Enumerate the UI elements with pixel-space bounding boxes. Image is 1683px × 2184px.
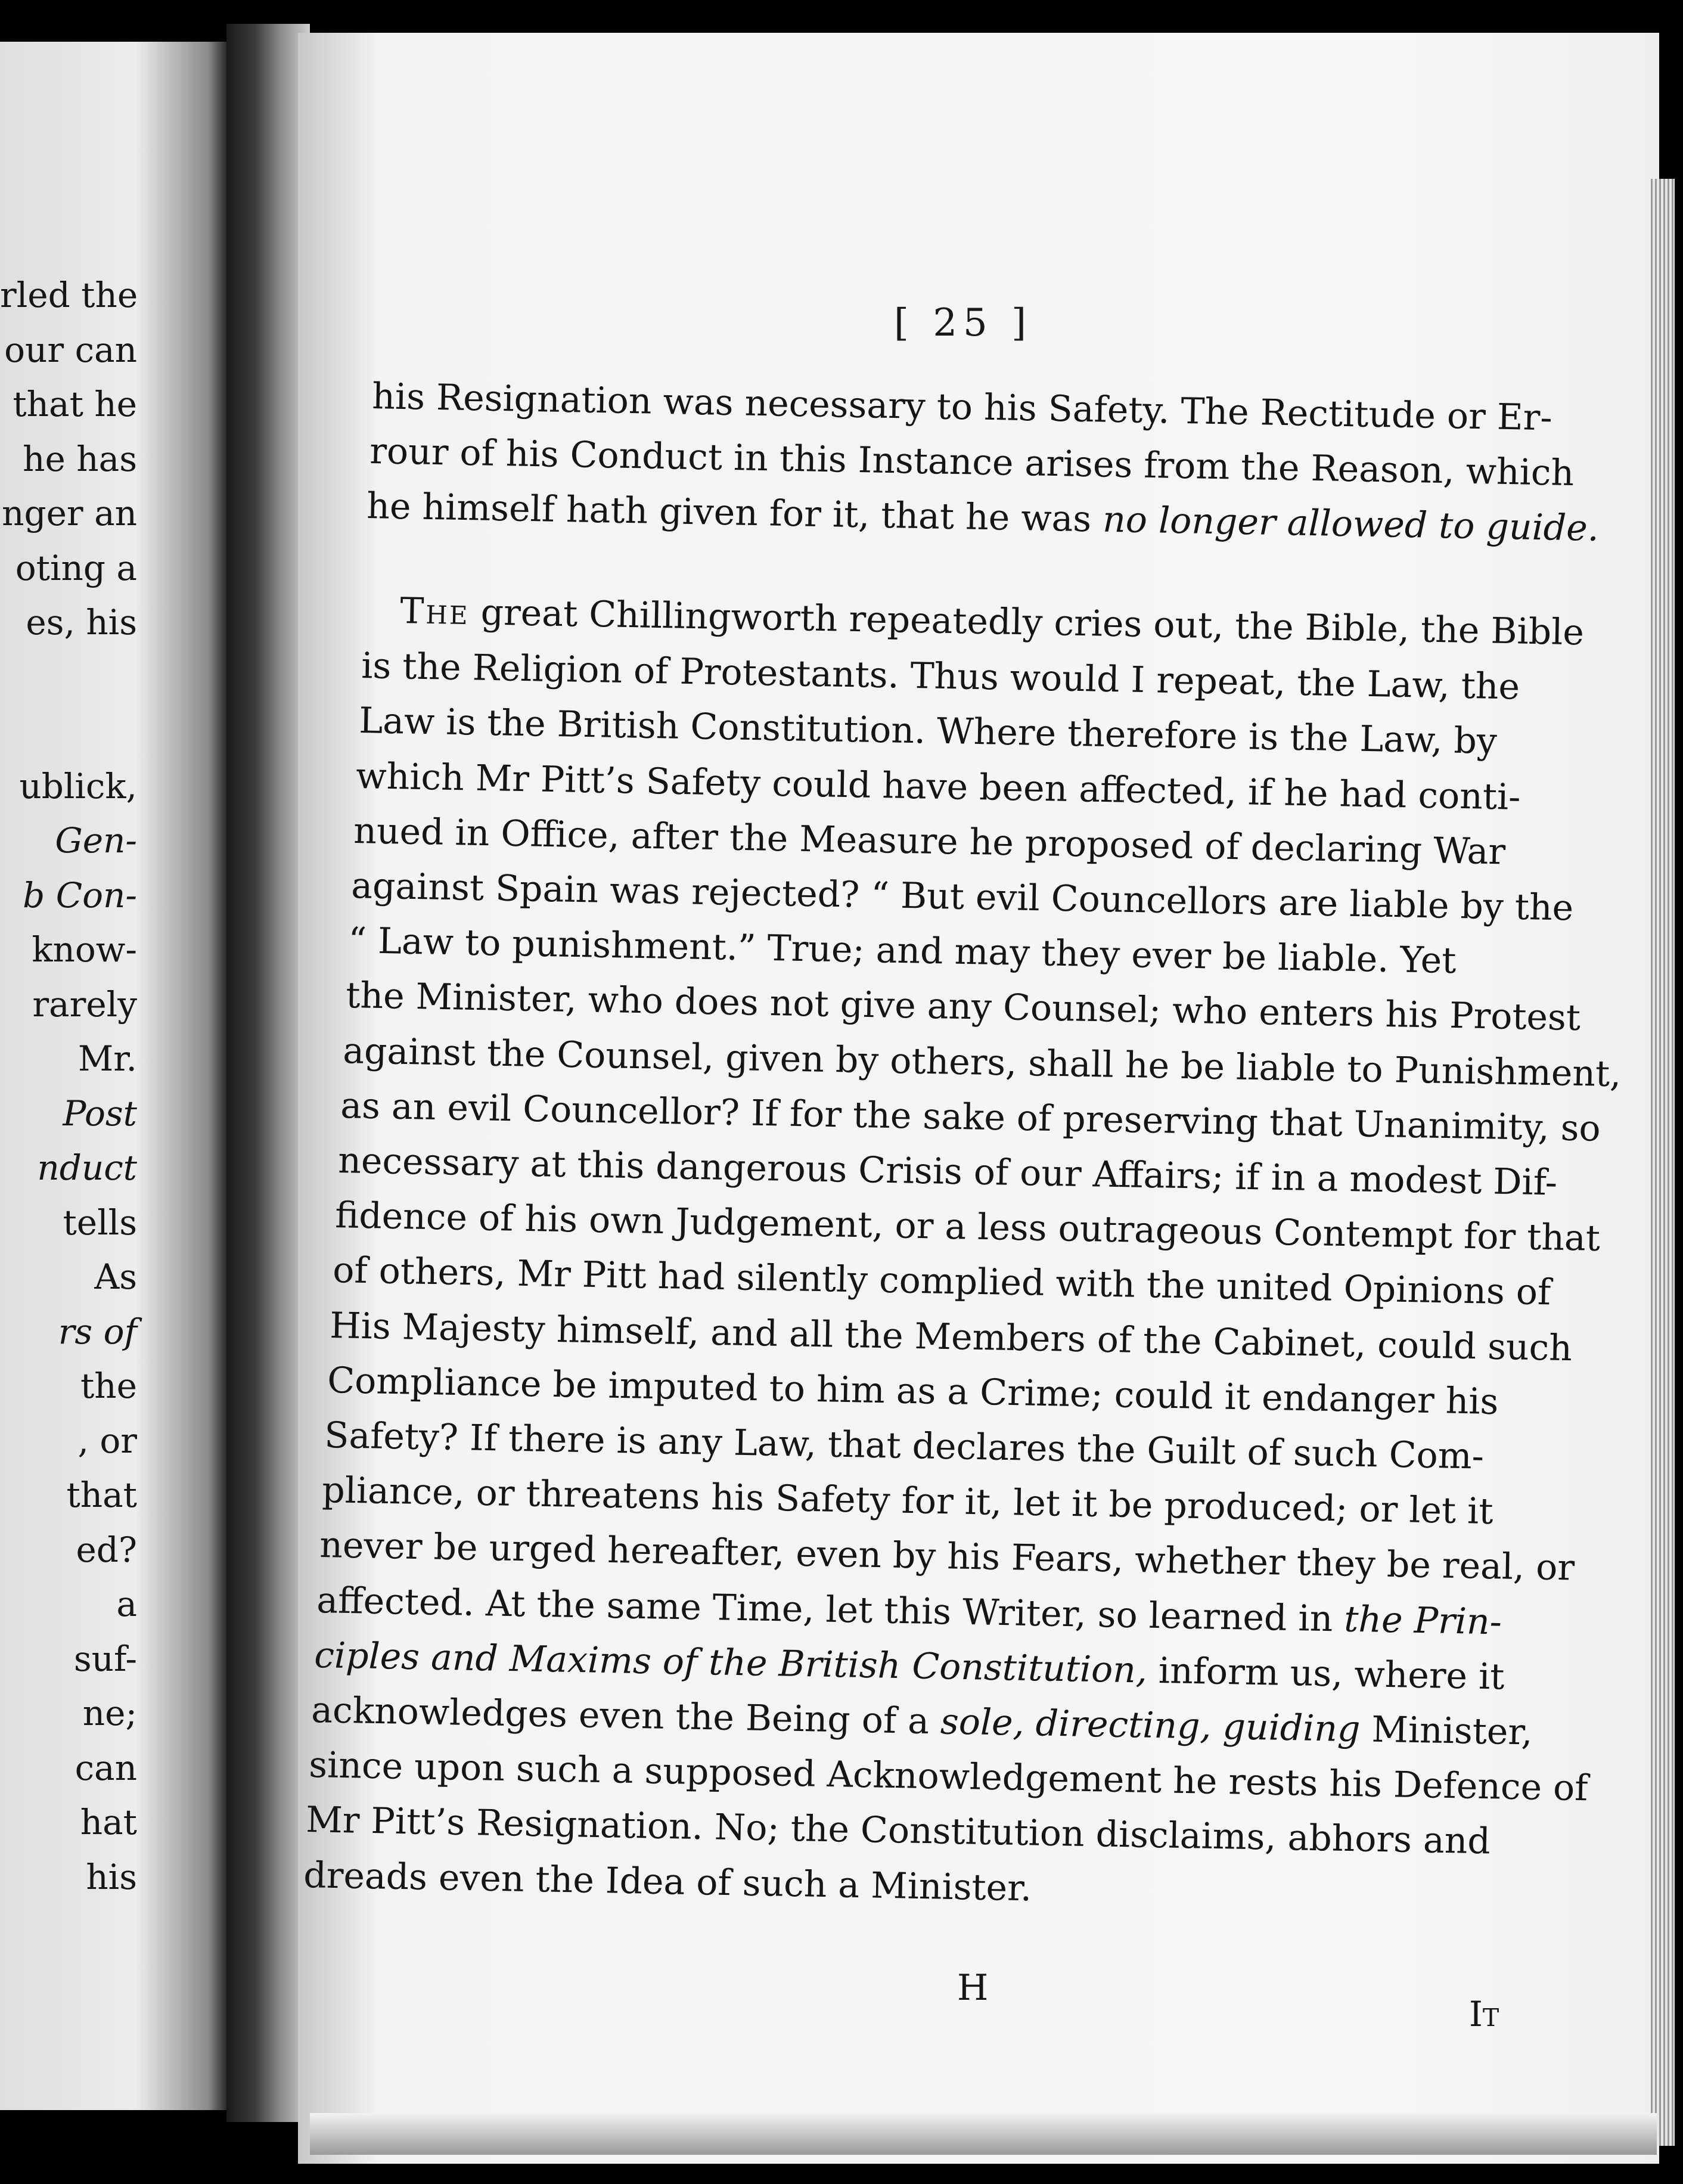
body-text-run: pliance, or threatens his Safety for it, let it be produced; or let it [321,1469,1494,1533]
left-page-line: ne; [82,1693,137,1733]
body-text-run: ciples and Maxims of the British Constitution, [313,1634,1148,1692]
left-page-line: , or [77,1420,137,1461]
body-text-run: “ Law to punishment.” True; and may they ever be liable. Yet [347,920,1457,982]
left-page-line: his [86,1856,137,1897]
body-text-run: His Majesty himself, and all the Members of the Cabinet, could such [329,1304,1573,1369]
catchword: It [1469,1994,1499,2034]
body-text-run: no longer allowed to guide. [1102,498,1600,550]
left-page-line: Mr. [77,1038,137,1079]
left-page-line: hat [80,1802,137,1842]
left-page-line: Gen- [55,820,137,861]
body-text-run: acknowledges even the Being of a [310,1689,941,1743]
body-text-run: since upon such a supposed Acknowledgement he rests his Defence of [308,1744,1588,1810]
body-text-run: as an evil Councellor? If for the sake of preserving that Unanimity, so [340,1084,1601,1150]
left-page [0,42,226,2110]
body-text-run: is the Religion of Protestants. Thus would I repeat, the Law, the [361,645,1520,708]
left-page-line: rs of [58,1311,137,1352]
body-text-run: Compliance be imputed to him as a Crime; could it endanger his [327,1359,1499,1423]
body-text-run: he himself hath given for it, that he was [366,485,1104,541]
left-page-line: can [74,1747,137,1788]
left-page-line: rarely [32,984,137,1025]
body-text-run: against the Counsel, given by others, shall he be liable to Punishment, [343,1029,1622,1095]
body-text-run: his Resignation was necessary to his Safety. The Rectitude or Er- [371,376,1553,439]
body-text-run: rour of his Conduct in this Instance arises from the Reason, which [369,430,1575,495]
body-text-run: against Spain was rejected? “ But evil Councellors are liable by the [350,865,1574,929]
body-text-run: fidence of his own Judgement, or a less outrageous Contempt for that [334,1195,1601,1260]
body-text-run: the Prin- [1343,1598,1502,1643]
body-text-run: inform us, where it [1146,1649,1505,1698]
page-bottom-shadow [310,2113,1657,2155]
left-page-line: oting a [15,547,137,588]
body-text-run: Law is the British Constitution. Where therefore is the Law, by [358,700,1498,763]
body-text-run: Minister, [1360,1708,1533,1754]
signature-mark: H [957,1967,989,2009]
left-page-line: tells [63,1202,137,1243]
body-text-run: affected. At the same Time, let this Writer, so learned in [316,1579,1345,1640]
left-page-line: rled the [0,275,138,315]
left-page-line: the [80,1366,137,1406]
page-edges [1651,179,1675,2146]
body-text-run: sole, directing, guiding [940,1701,1361,1751]
left-page-line: es, his [26,602,137,643]
left-page-line: b Con- [23,874,137,916]
body-text-run: never be urged hereafter, even by his Fears, whether they be real, or [319,1524,1575,1589]
body-text-run: necessary at this dangerous Crisis of our Affairs; if in a modest Dif- [337,1140,1558,1204]
body-text-run: of others, Mr Pitt had silently complied with the united Opinions of [332,1249,1551,1314]
left-page-line: As [94,1257,137,1297]
left-page-line: Post [63,1093,137,1134]
left-page-line: know- [32,929,137,970]
left-page-line: suf- [73,1638,137,1679]
body-text-run: Mr Pitt’s Resignation. No; the Constitution disclaims, abhors and [306,1799,1491,1863]
left-page-line: ublick, [19,765,137,806]
body-text-run: nued in Office, after the Measure he proposed of declaring War [353,809,1506,873]
body-text-run: The [399,590,470,634]
left-page-line: our can [4,329,137,370]
left-page-line: ed? [76,1529,137,1570]
left-page-line: nduct [37,1147,137,1188]
left-page-line: that he [13,384,137,424]
body-text-run: great Chillingworth repeatedly cries out, the Bible, the Bible [468,591,1585,654]
left-page-line: a [116,1584,137,1624]
book-gutter [226,24,310,2122]
left-page-line: he has [23,438,137,479]
body-text-run: Safety? If there is any Law, that declares the Guilt of such Com- [324,1414,1485,1478]
body-text-run: dreads even the Idea of such a Minister. [303,1854,1032,1909]
body-text-run: which Mr Pitt’s Safety could have been affected, if he had conti- [356,755,1521,818]
page-number: [ 25 ] [894,301,1033,345]
body-text-run: the Minister, who does not give any Counsel; who enters his Protest [345,975,1581,1040]
left-page-line: nger an [2,493,137,533]
left-page-line: that [66,1475,137,1515]
